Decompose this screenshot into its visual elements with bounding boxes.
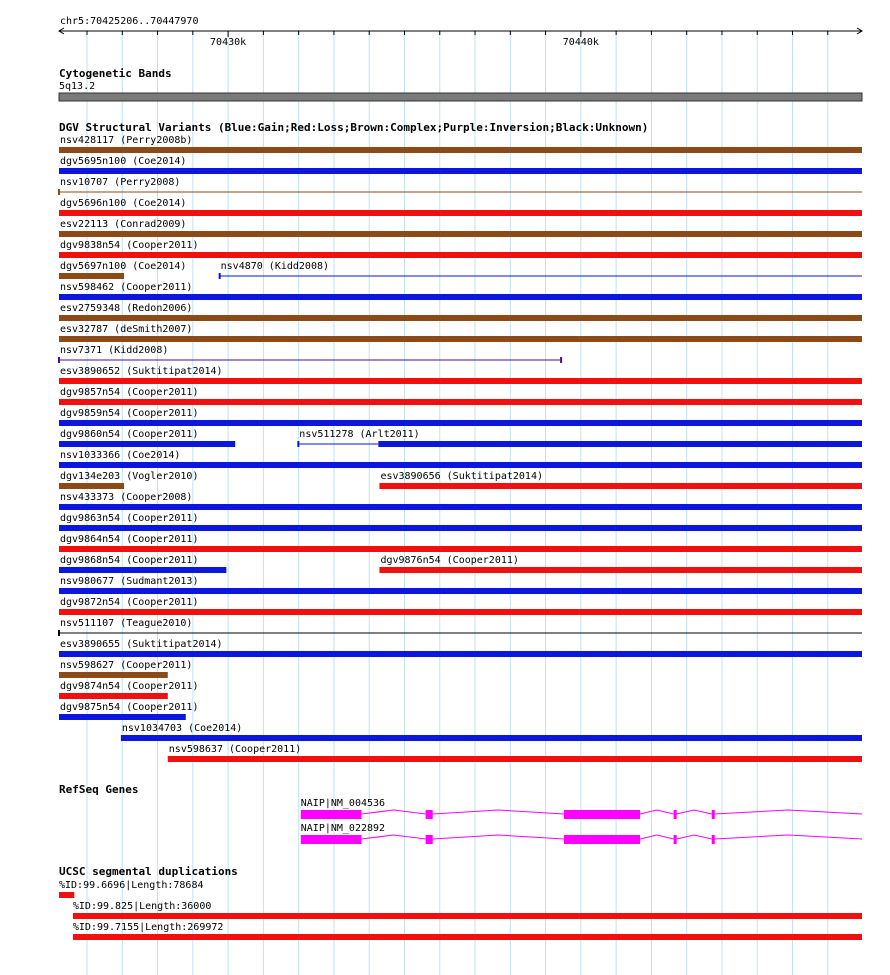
refseq-exon xyxy=(674,835,677,844)
dgv-feature-label: esv32787 (deSmith2007) xyxy=(60,324,193,335)
dgv-feature-label: nsv433373 (Cooper2008) xyxy=(60,492,193,503)
dgv-feature-label: nsv511107 (Teague2010) xyxy=(60,618,193,629)
dgv-feature-label: nsv598462 (Cooper2011) xyxy=(60,282,193,293)
dgv-feature-label: nsv10707 (Perry2008) xyxy=(60,177,181,188)
dgv-feature-bar xyxy=(59,420,862,426)
dgv-feature-bar xyxy=(59,336,862,342)
dgv-feature-label: dgv9876n54 (Cooper2011) xyxy=(380,555,519,566)
refseq-intron xyxy=(676,835,711,839)
dgv-feature-label: dgv5697n100 (Coe2014) xyxy=(60,261,187,272)
dgv-feature-label: esv2759348 (Redon2006) xyxy=(60,303,193,314)
dgv-feature-bar xyxy=(59,210,862,216)
dgv-feature-label: nsv428117 (Perry2008b) xyxy=(60,135,193,146)
dgv-feature-bar xyxy=(59,588,862,594)
dgv-feature-bar xyxy=(59,231,862,237)
dgv-feature[interactable] xyxy=(59,450,862,468)
refseq-track xyxy=(301,798,862,844)
dgv-track xyxy=(59,135,862,762)
dgv-feature[interactable] xyxy=(298,429,862,447)
dgv-feature[interactable] xyxy=(121,723,862,741)
dgv-feature-label: dgv9863n54 (Cooper2011) xyxy=(60,513,199,524)
dgv-feature-label: nsv1034703 (Coe2014) xyxy=(121,723,243,734)
dgv-feature-bar xyxy=(59,252,862,258)
dgv-feature-bar xyxy=(59,525,862,531)
cytoband-bar[interactable] xyxy=(59,93,862,101)
dgv-feature-label: dgv9859n54 (Cooper2011) xyxy=(60,408,199,419)
cytoband-track-title: Cytogenetic Bands xyxy=(59,67,172,80)
refseq-exon xyxy=(564,835,640,844)
dgv-feature-bar xyxy=(168,756,862,762)
refseq-intron xyxy=(433,835,564,839)
ruler-tick-label: 70440k xyxy=(562,37,599,48)
refseq-intron xyxy=(361,835,425,839)
dgv-feature[interactable] xyxy=(59,135,862,153)
dgv-feature[interactable] xyxy=(59,471,198,489)
dgv-feature-bar xyxy=(59,609,862,615)
dgv-feature[interactable] xyxy=(59,660,192,678)
dgv-feature-bar xyxy=(59,294,862,300)
dgv-feature-label: nsv598627 (Cooper2011) xyxy=(60,660,193,671)
refseq-intron xyxy=(640,810,674,814)
dgv-feature-label: dgv5695n100 (Coe2014) xyxy=(60,156,187,167)
refseq-intron xyxy=(640,835,674,839)
dgv-feature[interactable] xyxy=(379,555,862,573)
refseq-exon xyxy=(712,835,715,844)
segdup-feature[interactable] xyxy=(59,880,204,898)
refseq-intron xyxy=(676,810,711,814)
dgv-track-title: DGV Structural Variants (Blue:Gain;Red:Loss;Brown:Complex;Purple:Inversion;Black:Unknown) xyxy=(59,121,649,134)
segdup-feature-label: %ID:99.825|Length:36000 xyxy=(72,901,212,912)
dgv-feature[interactable] xyxy=(59,576,862,594)
refseq-exon xyxy=(426,835,433,844)
dgv-feature-label: dgv9864n54 (Cooper2011) xyxy=(60,534,199,545)
dgv-feature[interactable] xyxy=(59,534,862,552)
segdup-track-title: UCSC segmental duplications xyxy=(59,865,238,878)
dgv-feature[interactable] xyxy=(59,702,198,720)
dgv-feature-label: esv3890652 (Suktitipat2014) xyxy=(60,366,223,377)
dgv-feature-bar xyxy=(59,714,186,720)
refseq-exon xyxy=(426,810,433,819)
dgv-feature-label: dgv9868n54 (Cooper2011) xyxy=(60,555,199,566)
dgv-feature[interactable] xyxy=(59,282,862,300)
dgv-feature-label: nsv1033366 (Coe2014) xyxy=(60,450,181,461)
dgv-feature-label: dgv134e203 (Vogler2010) xyxy=(60,471,199,482)
dgv-feature-bar xyxy=(59,483,124,489)
dgv-feature-label: nsv4870 (Kidd2008) xyxy=(220,261,330,272)
dgv-feature-bar xyxy=(59,672,168,678)
dgv-feature[interactable] xyxy=(59,555,226,573)
refseq-exon xyxy=(301,810,362,819)
dgv-feature[interactable] xyxy=(59,597,862,615)
refseq-track-title: RefSeq Genes xyxy=(59,783,139,796)
dgv-feature-bar xyxy=(59,567,226,573)
dgv-feature-label: esv3890655 (Suktitipat2014) xyxy=(60,639,223,650)
dgv-feature-bar xyxy=(59,504,862,510)
dgv-feature-bar xyxy=(59,378,862,384)
dgv-feature[interactable] xyxy=(59,198,862,216)
segdup-track xyxy=(59,880,862,940)
dgv-feature-label: nsv7371 (Kidd2008) xyxy=(60,345,169,356)
dgv-feature-label: dgv9857n54 (Cooper2011) xyxy=(60,387,199,398)
refseq-gene[interactable] xyxy=(301,798,862,819)
cytoband-label: 5q13.2 xyxy=(59,81,96,92)
dgv-feature-label: nsv980677 (Sudmant2013) xyxy=(60,576,199,587)
dgv-feature[interactable] xyxy=(59,639,862,657)
dgv-feature[interactable] xyxy=(59,324,862,342)
refseq-exon xyxy=(301,835,362,844)
dgv-feature[interactable] xyxy=(59,492,862,510)
dgv-feature-label: esv3890656 (Suktitipat2014) xyxy=(380,471,544,482)
dgv-feature-bar xyxy=(59,399,862,405)
dgv-feature-label: dgv9872n54 (Cooper2011) xyxy=(60,597,199,608)
dgv-feature-label: dgv5696n100 (Coe2014) xyxy=(60,198,187,209)
refseq-gene-label: NAIP|NM_022892 xyxy=(300,823,386,834)
dgv-feature[interactable] xyxy=(59,156,862,174)
dgv-feature-label: nsv598637 (Cooper2011) xyxy=(168,744,302,755)
dgv-feature[interactable] xyxy=(59,618,862,636)
dgv-feature-label: esv22113 (Conrad2009) xyxy=(60,219,187,230)
dgv-feature[interactable] xyxy=(59,387,862,405)
refseq-intron xyxy=(361,810,425,814)
dgv-feature[interactable] xyxy=(59,177,862,195)
segdup-feature-bar xyxy=(73,913,862,919)
segdup-feature[interactable] xyxy=(73,901,862,919)
refseq-gene[interactable] xyxy=(301,823,862,844)
dgv-feature-bar xyxy=(379,567,862,573)
dgv-feature-bar xyxy=(59,168,862,174)
dgv-feature-label: dgv9875n54 (Cooper2011) xyxy=(60,702,199,713)
dgv-feature[interactable] xyxy=(59,681,198,699)
dgv-feature-bar xyxy=(121,735,862,741)
dgv-feature-bar xyxy=(59,273,124,279)
dgv-feature-bar xyxy=(59,651,862,657)
segdup-feature-label: %ID:99.7155|Length:269972 xyxy=(72,922,224,933)
segdup-feature-bar xyxy=(73,934,862,940)
dgv-feature[interactable] xyxy=(59,366,862,384)
refseq-exon xyxy=(564,810,640,819)
dgv-feature-bar xyxy=(59,693,168,699)
dgv-feature-bar xyxy=(59,315,862,321)
dgv-feature[interactable] xyxy=(59,345,561,363)
refseq-exon xyxy=(712,810,715,819)
refseq-exon xyxy=(674,810,677,819)
ruler-tick-label: 70430k xyxy=(210,37,247,48)
dgv-feature-bar xyxy=(59,441,235,447)
dgv-feature-bar xyxy=(378,441,862,447)
dgv-feature[interactable] xyxy=(59,219,862,237)
segdup-feature-bar xyxy=(59,892,74,898)
dgv-feature-bar xyxy=(379,483,862,489)
location-label: chr5:70425206..70447970 xyxy=(60,16,199,27)
segdup-feature-label: %ID:99.6696|Length:78684 xyxy=(59,880,204,891)
dgv-feature[interactable] xyxy=(59,513,862,531)
dgv-feature-bar xyxy=(59,546,862,552)
refseq-intron xyxy=(715,835,862,839)
dgv-feature[interactable] xyxy=(168,744,862,762)
dgv-feature[interactable] xyxy=(220,261,862,279)
ruler[interactable] xyxy=(59,28,862,48)
refseq-gene-label: NAIP|NM_004536 xyxy=(300,798,386,809)
dgv-feature[interactable] xyxy=(59,303,862,321)
dgv-feature-label: dgv9874n54 (Cooper2011) xyxy=(60,681,199,692)
refseq-intron xyxy=(433,810,564,814)
dgv-feature[interactable] xyxy=(379,471,862,489)
refseq-intron xyxy=(715,810,862,814)
dgv-feature[interactable] xyxy=(59,429,235,447)
dgv-feature-bar xyxy=(59,147,862,153)
dgv-feature[interactable] xyxy=(59,261,186,279)
dgv-feature-bar xyxy=(59,462,862,468)
dgv-feature[interactable] xyxy=(59,408,862,426)
dgv-feature-label: dgv9838n54 (Cooper2011) xyxy=(60,240,199,251)
segdup-feature[interactable] xyxy=(73,922,862,940)
dgv-feature-label: dgv9860n54 (Cooper2011) xyxy=(60,429,199,440)
dgv-feature-label: nsv511278 (Arlt2011) xyxy=(299,429,420,440)
dgv-feature[interactable] xyxy=(59,240,862,258)
